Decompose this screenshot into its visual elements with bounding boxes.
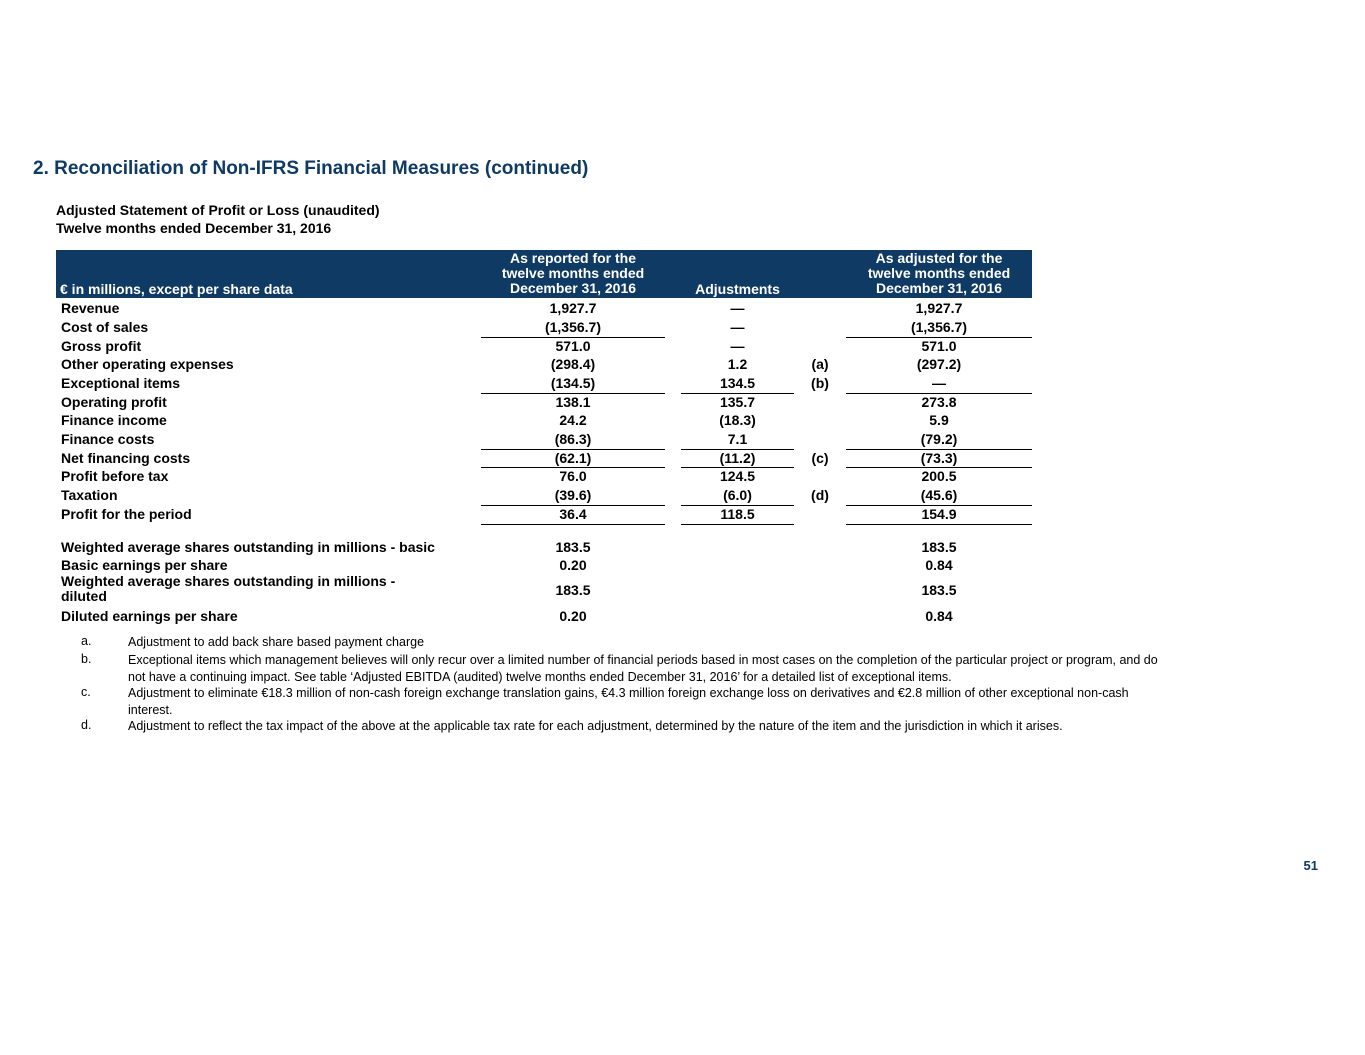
adjusted-value: (79.2) [920, 431, 958, 447]
adjusted-value: 1,927.7 [915, 300, 963, 316]
header-adjustments: Adjustments [695, 281, 780, 297]
statement-title: Adjusted Statement of Profit or Loss (unaudited) [56, 202, 380, 218]
reported-value: 138.1 [555, 394, 591, 410]
subtotal-rule [481, 393, 665, 394]
adjusted-value: — [932, 375, 946, 391]
reported-value: 1,927.7 [549, 300, 597, 316]
adjusted-value: 0.84 [925, 608, 953, 624]
section-title: 2. Reconciliation of Non-IFRS Financial Measures (continued) [33, 158, 589, 179]
total-rule [681, 524, 794, 525]
adjustment-value: 135.7 [719, 394, 756, 410]
header-as-adjusted-line: As adjusted for the [875, 250, 1003, 266]
adjustment-value: 118.5 [720, 506, 755, 522]
note-ref: (a) [811, 356, 829, 372]
footnote-text [128, 652, 1268, 685]
row-label: Cost of sales [61, 319, 149, 335]
row-label: Operating profit [61, 394, 167, 410]
header-as-adjusted [846, 251, 1032, 296]
row-label: Finance costs [61, 431, 155, 447]
statement-period: Twelve months ended December 31, 2016 [56, 220, 332, 236]
header-as-adjusted-line: December 31, 2016 [875, 280, 1003, 296]
reported-value: 36.4 [559, 506, 587, 522]
reported-value: (298.4) [550, 356, 596, 372]
row-label: Taxation [61, 487, 118, 503]
adjustment-value: — [730, 300, 745, 316]
footnote-text-line: Exceptional items which management believes will only recur over a limited number of financial periods based in most cases on the completion of the particular project or program, and do [128, 653, 1158, 667]
adjusted-value: (297.2) [916, 356, 962, 372]
subtotal-rule [481, 505, 665, 506]
subtotal-rule [681, 393, 794, 394]
footnote-text: Adjustment to reflect the tax impact of the above at the applicable tax rate for each adjustment, determined by the nature of the item and the jurisdiction in which it arises. [128, 719, 1063, 733]
row-label: Gross profit [61, 338, 142, 354]
adjustment-value: 134.5 [719, 375, 756, 391]
page-number: 51 [1303, 858, 1318, 873]
reported-value: (1,356.7) [544, 319, 602, 335]
subtotal-rule [681, 467, 794, 468]
adjustment-value: — [730, 319, 745, 335]
adjusted-value: (73.3) [920, 450, 958, 466]
adjusted-value: 154.9 [921, 506, 957, 522]
adjusted-value: 273.8 [921, 394, 957, 410]
total-rule [846, 524, 1032, 525]
header-as-reported-line: twelve months ended [501, 265, 645, 281]
table-header [56, 250, 1032, 298]
footnote-text-line: Adjustment to eliminate €18.3 million of non-cash foreign exchange translation gains, €4.3 million foreign exchange loss on derivatives and €2.8 million of other exceptional non-cash [128, 686, 1129, 700]
subtotal-rule [846, 337, 1032, 338]
adjusted-value: 183.5 [921, 582, 957, 598]
adjustment-value: (18.3) [719, 412, 756, 428]
reported-value: (134.5) [550, 375, 596, 391]
row-label: Exceptional items [61, 375, 181, 391]
header-as-reported [481, 251, 665, 296]
footnote-text-line: interest. [128, 702, 173, 717]
reported-value: 183.5 [555, 582, 591, 598]
subtotal-rule [846, 449, 1032, 450]
reported-value: (39.6) [554, 487, 592, 503]
row-label: Weighted average shares outstanding in millions - basic [61, 539, 435, 555]
adjusted-value: (45.6) [920, 487, 958, 503]
header-as-adjusted-line: twelve months ended [867, 265, 1011, 281]
subtotal-rule [481, 467, 665, 468]
footnote-letter: d. [81, 718, 92, 732]
row-label: Finance income [61, 412, 167, 428]
row-label: Profit for the period [61, 506, 192, 522]
adjusted-value: 183.5 [921, 539, 957, 555]
footnote-text [128, 685, 1268, 718]
note-ref: (c) [811, 450, 829, 466]
subtotal-rule [681, 505, 794, 506]
adjusted-value: (1,356.7) [910, 319, 968, 335]
subtotal-rule [481, 337, 665, 338]
row-label: Basic earnings per share [61, 557, 228, 573]
note-ref: (b) [811, 375, 829, 391]
subtotal-rule [846, 505, 1032, 506]
subtotal-rule [681, 449, 794, 450]
adjustment-value: (6.0) [723, 487, 752, 503]
footnote-text-line: not have a continuing impact. See table ‘Adjusted EBITDA (audited) twelve months ended December 31, 2016’ for a detailed list of exceptional items. [128, 669, 952, 684]
footnote-text: Adjustment to add back share based payment charge [128, 635, 425, 649]
row-label: Diluted earnings per share [61, 608, 238, 624]
header-label: € in millions, except per share data [60, 281, 293, 297]
adjustment-value: 1.2 [727, 356, 748, 372]
reported-value: 76.0 [559, 468, 587, 484]
header-as-reported-line: As reported for the [509, 250, 636, 266]
reported-value: 0.20 [559, 608, 587, 624]
reported-value: 0.20 [559, 557, 587, 573]
reported-value: (62.1) [554, 450, 592, 466]
adjustment-value: (11.2) [719, 450, 756, 466]
reported-value: 183.5 [555, 539, 591, 555]
row-label: Other operating expenses [61, 356, 234, 372]
row-label: Net financing costs [61, 450, 191, 466]
adjustment-value: — [730, 338, 745, 354]
subtotal-rule [846, 393, 1032, 394]
footnote-letter: b. [81, 652, 92, 666]
adjusted-value: 0.84 [925, 557, 953, 573]
adjusted-value: 571.0 [921, 338, 957, 354]
adjustment-value: 124.5 [719, 468, 756, 484]
row-label [61, 574, 481, 604]
row-label-line: Weighted average shares outstanding in millions - [61, 573, 396, 589]
total-rule [481, 524, 665, 525]
note-ref: (d) [811, 487, 829, 503]
reported-value: 24.2 [559, 412, 587, 428]
adjusted-value: 5.9 [929, 412, 949, 428]
adjustment-value: 7.1 [727, 431, 748, 447]
footnote-letter: a. [81, 634, 92, 648]
reported-value: 571.0 [555, 338, 591, 354]
adjusted-value: 200.5 [921, 468, 957, 484]
subtotal-rule [481, 449, 665, 450]
subtotal-rule [846, 467, 1032, 468]
row-label: Profit before tax [61, 468, 169, 484]
reported-value: (86.3) [554, 431, 592, 447]
row-label-line: diluted [61, 588, 107, 604]
row-label: Revenue [61, 300, 120, 316]
footnote-letter: c. [81, 685, 91, 699]
header-as-reported-line: December 31, 2016 [509, 280, 637, 296]
